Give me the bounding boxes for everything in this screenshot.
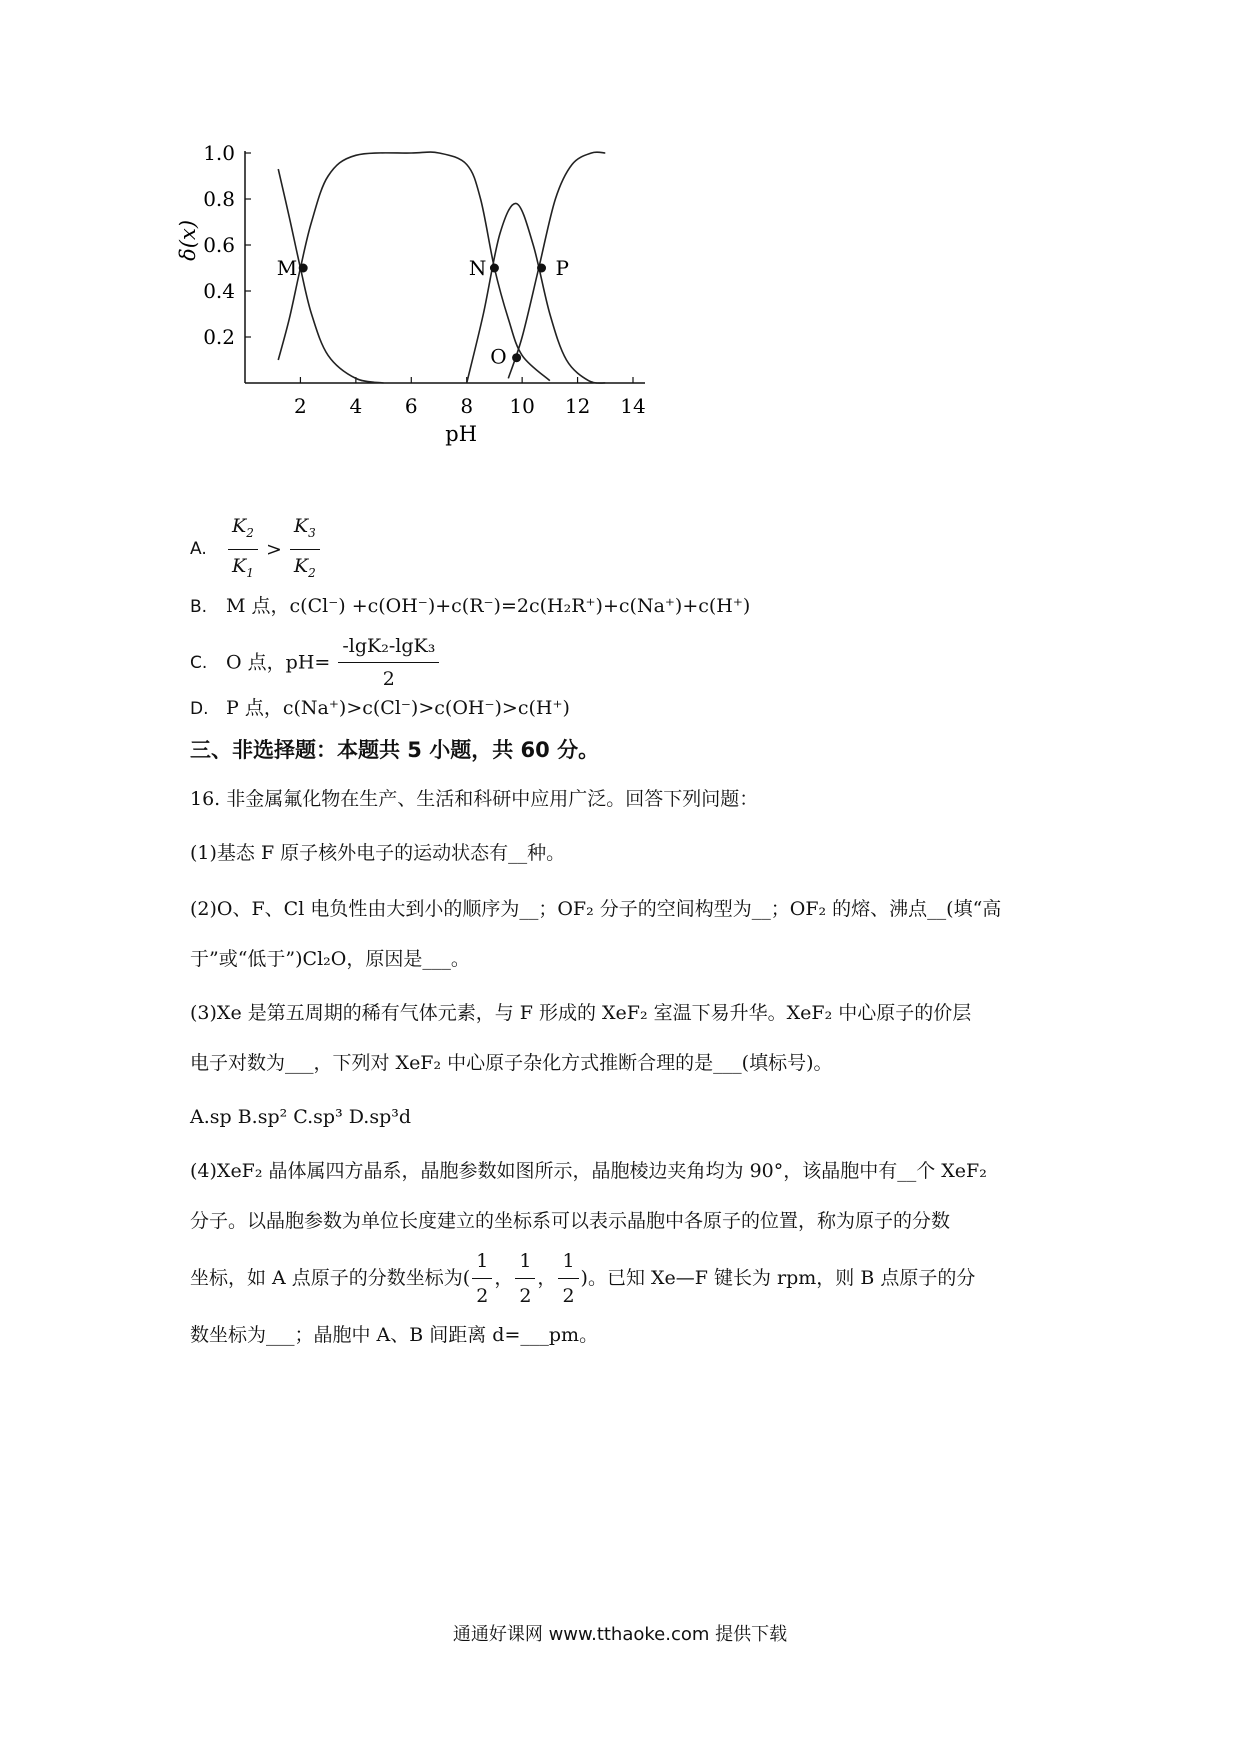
option-b-text: M 点，c(Cl⁻) +c(OH⁻)+c(R⁻)=2c(H₂R⁺)+c(Na⁺)+c(H⁺): [226, 595, 751, 617]
option-a: [190, 512, 322, 580]
x-tick-label: 14: [620, 394, 646, 418]
y-tick-label: 0.6: [203, 233, 235, 257]
point-o: [512, 353, 521, 362]
footer-text: 通通好课网 www.tthaoke.com 提供下载: [452, 1624, 788, 1645]
frac-den: 2: [476, 1284, 489, 1307]
option-a-label: A.: [190, 539, 207, 560]
q16-part1: (1)基态 F 原子核外电子的运动状态有__种。: [190, 842, 566, 864]
x-tick-label: 8: [460, 394, 474, 418]
fraction-k3-k2: [290, 512, 320, 587]
coord-frac-1: [472, 1246, 492, 1311]
q16-part4-line1: (4)XeF₂ 晶体属四方晶系，晶胞参数如图所示，晶胞棱边夹角均为 90°，该晶胞中有__个 XeF₂: [190, 1160, 987, 1182]
option-c: [190, 632, 441, 688]
coord-frac-3: [558, 1246, 578, 1311]
y-tick-label: 1.0: [203, 141, 235, 165]
section-title: 三、非选择题：本题共 5 小题，共 60 分。: [190, 738, 600, 762]
point-m: [299, 264, 308, 273]
q16-intro: 16. 非金属氟化物在生产、生活和科研中应用广泛。回答下列问题：: [190, 788, 759, 810]
x-axis-label: pH: [445, 422, 478, 446]
x-tick-label: 2: [294, 394, 307, 418]
distribution-chart: [176, 141, 690, 510]
q16-part2-line1: (2)O、F、Cl 电负性由大到小的顺序为__；OF₂ 分子的空间构型为__；OF₂ 的熔、沸点__(填“高: [190, 898, 1002, 920]
q16-part4-line3-pre: 坐标，如 A 点原子的分数坐标为(: [190, 1267, 471, 1289]
q16-part4-line3-post: )。已知 Xe—F 键长为 rpm，则 B 点原子的分: [580, 1267, 976, 1289]
coord-sep-2: ，: [537, 1267, 557, 1289]
point-label-n: N: [468, 256, 487, 280]
y-tick-label: 0.8: [203, 187, 235, 211]
option-c-num: -lgK₂-lgK₃: [338, 632, 439, 663]
x-tick-label: 4: [349, 394, 363, 418]
frac-den: $K_1$: [232, 554, 254, 580]
x-tick-label: 10: [509, 394, 535, 418]
q16-part4-line4: 数坐标为___；晶胞中 A、B 间距离 d=___pm。: [190, 1324, 599, 1346]
series-line-2: [278, 152, 550, 381]
frac-den: $K_2$: [293, 554, 316, 580]
option-c-text: O 点，pH=: [226, 651, 331, 674]
frac-num: 1: [515, 1246, 535, 1279]
point-p: [537, 264, 546, 273]
option-b: [190, 592, 750, 621]
point-label-m: M: [276, 256, 298, 280]
option-c-den: 2: [382, 668, 395, 690]
x-tick-label: 12: [564, 394, 591, 418]
frac-num: $K_2$: [228, 512, 258, 550]
q16-part4-line3: [190, 1248, 1070, 1308]
q16-part3-line1: (3)Xe 是第五周期的稀有气体元素，与 F 形成的 XeF₂ 室温下易升华。XeF₂ 中心原子的价层: [190, 1002, 972, 1024]
frac-num: 1: [558, 1246, 578, 1279]
q16-part3-line2: 电子对数为___，下列对 XeF₂ 中心原子杂化方式推断合理的是___(填标号)。: [190, 1052, 833, 1074]
q16-part2-line2: 于”或“低于”)Cl₂O，原因是___。: [190, 948, 470, 970]
q16-part3-options: A.sp B.sp² C.sp³ D.sp³d: [190, 1106, 412, 1128]
point-label-o: O: [490, 344, 507, 369]
fraction-k2-k1: [228, 512, 258, 587]
frac-num: 1: [472, 1246, 492, 1279]
greater-than: >: [265, 538, 282, 561]
y-axis-label: δ(x): [176, 219, 200, 261]
frac-num: $K_3$: [290, 512, 320, 550]
coord-frac-2: [515, 1246, 535, 1311]
option-d-text: P 点，c(Na⁺)>c(Cl⁻)>c(OH⁻)>c(H⁺): [226, 697, 570, 719]
option-c-fraction: [338, 632, 439, 693]
point-n: [490, 264, 499, 273]
y-tick-label: 0.4: [203, 279, 235, 303]
x-tick-label: 6: [404, 394, 418, 418]
frac-den: 2: [562, 1284, 575, 1307]
coord-sep-1: ，: [494, 1267, 514, 1289]
frac-den: 2: [519, 1284, 532, 1307]
y-tick-label: 0.2: [203, 325, 235, 349]
q16-part4-line2: 分子。以晶胞参数为单位长度建立的坐标系可以表示晶胞中各原子的位置，称为原子的分数: [190, 1210, 951, 1232]
point-label-p: P: [555, 256, 570, 280]
option-d-label: D.: [190, 699, 209, 719]
option-c-label: C.: [190, 652, 208, 673]
option-b-label: B.: [190, 597, 208, 617]
option-d: [190, 694, 570, 723]
